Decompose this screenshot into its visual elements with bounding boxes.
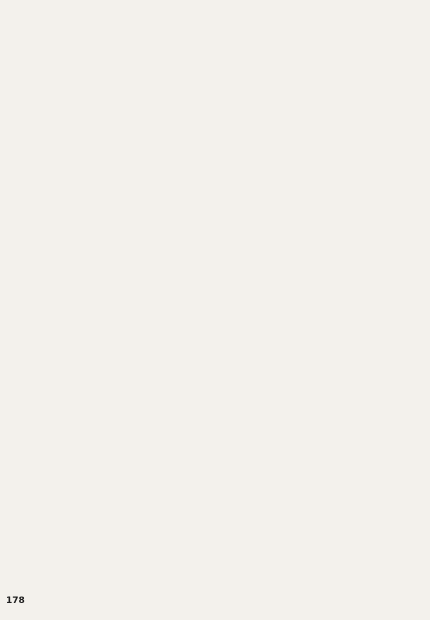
page-footer [6,596,35,610]
left-column [6,24,209,589]
right-column [219,10,422,595]
page-number: 178 [6,596,25,606]
